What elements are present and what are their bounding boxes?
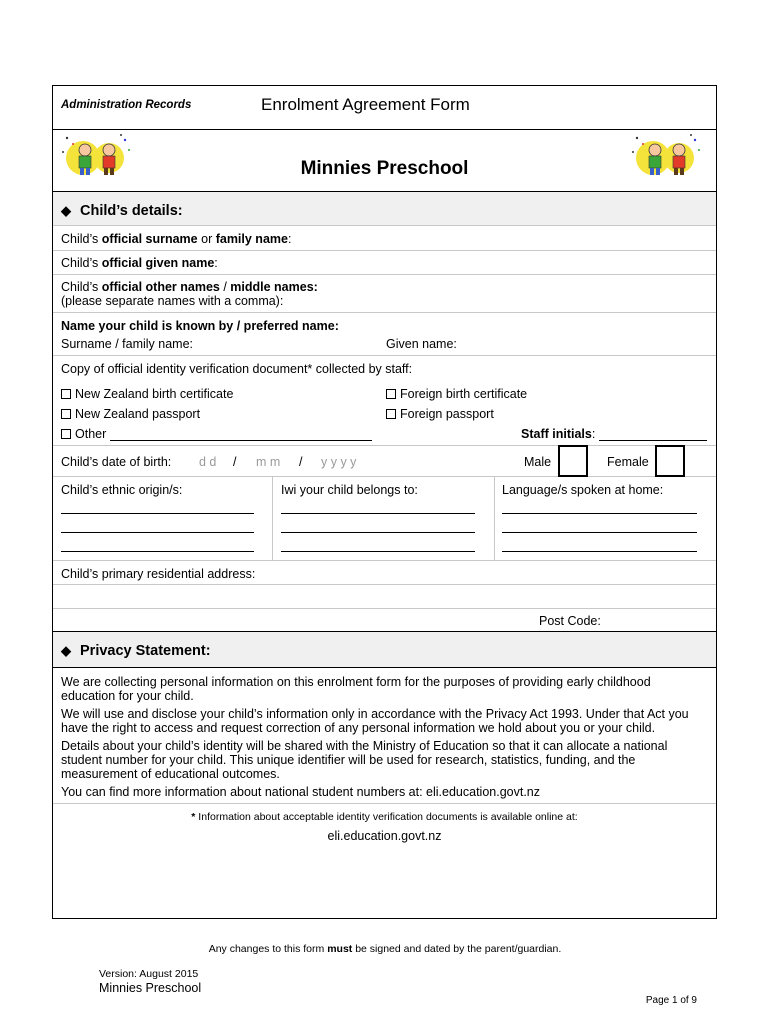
postcode-row (53, 609, 716, 632)
dob-row (53, 446, 716, 477)
male-checkbox[interactable] (558, 445, 588, 477)
nz-passport-option[interactable]: New Zealand passport (61, 407, 200, 421)
privacy-title: Privacy Statement: (80, 643, 211, 659)
privacy-paragraph: We are collecting personal information on this enrolment form for the purposes of providing early childhood education for your child. (61, 675, 651, 703)
nz-birth-cert-option[interactable]: New Zealand birth certificate (61, 387, 233, 401)
id-document-section (53, 356, 716, 446)
dob-month-placeholder[interactable]: m m (256, 455, 281, 469)
footer-school-name: Minnies Preschool (99, 981, 202, 995)
male-label: Male (524, 455, 552, 469)
privacy-header (53, 632, 716, 668)
admin-label: Administration Records (61, 99, 192, 111)
diamond-icon: ◆ (61, 643, 71, 658)
other-names-field[interactable] (53, 275, 716, 313)
iwi-line[interactable] (281, 532, 475, 533)
dob-year-placeholder[interactable]: y y y y (321, 455, 357, 469)
other-names-label: Child’s official other names / middle names: (61, 280, 318, 294)
preferred-name-field[interactable] (53, 313, 716, 356)
female-checkbox[interactable] (655, 445, 685, 477)
ethnic-line[interactable] (61, 532, 254, 533)
preferred-given-label: Given name: (386, 337, 457, 351)
form-header (53, 86, 716, 130)
other-document-line[interactable] (110, 440, 372, 441)
address-label: Child’s primary residential address: (61, 567, 256, 581)
language-line[interactable] (502, 551, 697, 552)
iwi-line[interactable] (281, 551, 475, 552)
language-line[interactable] (502, 532, 697, 533)
checkbox-icon[interactable] (61, 429, 71, 439)
postcode-label: Post Code: (539, 614, 601, 628)
preferred-surname-label: Surname / family name: (61, 337, 193, 351)
given-name-label: Child’s official given name: (61, 256, 218, 270)
page-number: Page 1 of 9 (645, 995, 697, 1006)
iwi-label: Iwi your child belongs to: (281, 483, 418, 497)
privacy-paragraph: Details about your child’s identity will be shared with the Ministry of Education so that it can allocate a national student number for your child. This unique identifier will be used for research, statistics, funding, and the measurement of educational outcomes. (61, 739, 668, 781)
school-name: Minnies Preschool (300, 158, 469, 179)
version-label: Version: August 2015 (99, 968, 199, 980)
ethnicity-row (53, 477, 716, 561)
female-label: Female (607, 455, 649, 469)
id-note: * Information about acceptable identity verification documents is available online at: (191, 811, 578, 823)
dob-separator: / (299, 455, 303, 469)
footer-note: Any changes to this form must be signed and dated by the parent/guardian. (208, 943, 562, 955)
id-document-label: Copy of official identity verification document* collected by staff: (61, 362, 413, 376)
school-banner (53, 130, 716, 192)
checkbox-icon[interactable] (61, 389, 71, 399)
foreign-birth-cert-option[interactable]: Foreign birth certificate (386, 387, 527, 401)
other-names-note: (please separate names with a comma): (61, 294, 284, 308)
preferred-name-title: Name your child is known by / preferred name: (61, 319, 339, 333)
privacy-paragraph: We will use and disclose your child’s information only in accordance with the Privacy Act 1993. Under that Act you have the right to access and request correction of any personal information we hold about you or your child. (61, 707, 689, 735)
checkbox-icon[interactable] (386, 389, 396, 399)
form-title: Enrolment Agreement Form (261, 95, 470, 114)
dob-separator: / (233, 455, 237, 469)
language-line[interactable] (502, 513, 697, 514)
dob-label: Child’s date of birth: (61, 455, 172, 469)
surname-label: Child’s official surname or family name: (61, 232, 292, 246)
enrolment-form (52, 85, 717, 919)
dob-day-placeholder[interactable]: d d (199, 455, 217, 469)
privacy-paragraph: You can find more information about national student numbers at: eli.education.govt.nz (61, 785, 541, 799)
foreign-passport-option[interactable]: Foreign passport (386, 407, 494, 421)
staff-initials-line[interactable] (599, 440, 707, 441)
staff-initials[interactable]: Staff initials: (521, 427, 707, 441)
child-details-header (53, 192, 716, 226)
kids-clipart-right (629, 132, 705, 178)
language-label: Language/s spoken at home: (502, 483, 664, 497)
ethnic-line[interactable] (61, 513, 254, 514)
surname-field[interactable] (53, 226, 716, 251)
ethnic-line[interactable] (61, 551, 254, 552)
given-name-field[interactable] (53, 251, 716, 275)
checkbox-icon[interactable] (386, 409, 396, 419)
child-details-title: Child’s details: (80, 203, 183, 219)
privacy-statement (53, 668, 716, 804)
address-field[interactable] (53, 585, 716, 609)
checkbox-icon[interactable] (61, 409, 71, 419)
id-note-url[interactable]: eli.education.govt.nz (327, 829, 442, 843)
ethnic-label: Child’s ethnic origin/s: (61, 483, 183, 497)
other-option[interactable]: Other (61, 427, 372, 441)
diamond-icon: ◆ (61, 203, 71, 218)
iwi-line[interactable] (281, 513, 475, 514)
address-label-row (53, 561, 716, 585)
